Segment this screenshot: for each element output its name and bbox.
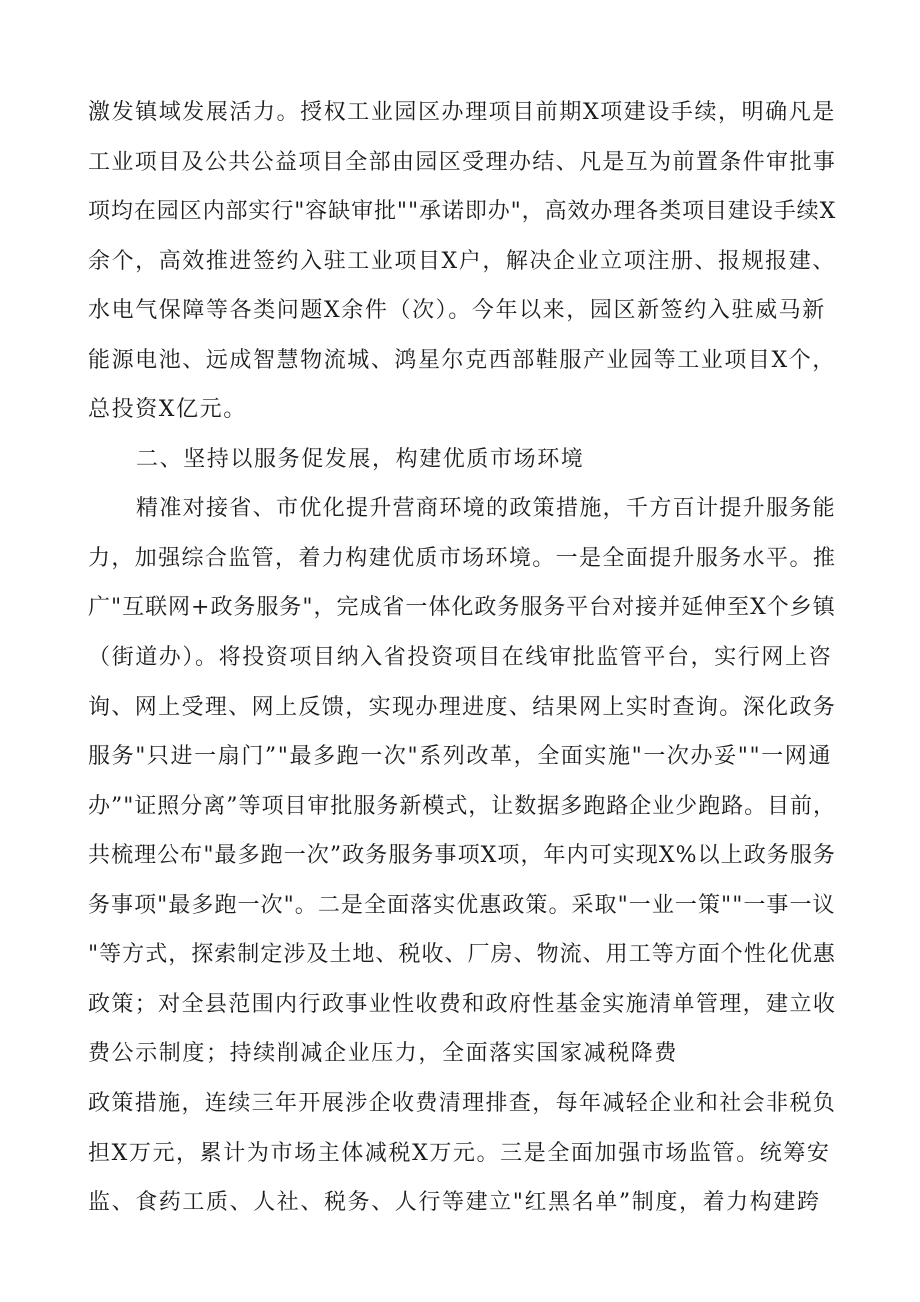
text-line: 广"互联网+政务服务"，完成省一体化政务服务平台对接并延伸至X个乡镇 [88,595,836,620]
text-line: 总投资X亿元。 [88,397,247,422]
text-line: 力，加强综合监管，着力构建优质市场环境。一是全面提升服务水平。推 [88,546,837,571]
text-line: 询、网上受理、网上反馈，实现办理进度、结果网上实时查询。深化政务 [88,695,837,720]
text-line: （街道办）。将投资项目纳入省投资项目在线审批监管平台，实行网上咨 [88,645,833,670]
text-line: 服务"只进一扇门”"最多跑一次"系列改革，全面实施"一次办妥""一网通 [88,744,832,769]
text-line: 激发镇域发展活力。授权工业园区办理项目前期X项建设手续，明确凡是 [88,100,836,125]
text-line: 项均在园区内部实行"容缺审批""承诺即办"，高效办理各类项目建设手续X [88,199,837,224]
text-line: 余个，高效推进签约入驻工业项目X户，解决企业立项注册、报规报建、 [88,249,836,274]
text-line: 精准对接省、市优化提升营商环境的政策措施，千方百计提升服务能 [136,496,837,521]
text-line: 二、坚持以服务促发展，构建优质市场环境 [136,447,585,472]
text-line: 担X万元，累计为市场主体减税X万元。三是全面加强市场监管。统筹安 [88,1141,831,1166]
text-line: 政策措施，连续三年开展涉企收费清理排查，每年减轻企业和社会非税负 [88,1091,837,1116]
text-line: 监、食药工质、人社、税务、人行等建立"红黑名单”制度，着力构建跨 [88,1190,821,1215]
text-line: 务事项"最多跑一次"。二是全面落实优惠政策。采取"一业一策""一事一议 [88,893,836,918]
text-line: 能源电池、远成智慧物流城、鸿星尔克西部鞋服产业园等工业项目X个， [88,348,836,373]
text-line: 水电气保障等各类问题X余件（次）。今年以来，园区新签约入驻威马新 [88,298,826,323]
text-line: 办”"证照分离”等项目审批服务新模式，让数据多跑路企业少跑路。目前， [88,794,837,819]
text-line: 政策；对全县范围内行政事业性收费和政府性基金实施清单管理，建立收 [88,992,837,1017]
text-line: 费公示制度；持续削减企业压力，全面落实国家减税降费 [88,1041,679,1066]
text-line: "等方式，探索制定涉及土地、税收、厂房、物流、用工等方面个性化优惠 [88,942,836,967]
text-line: 共梳理公布"最多跑一次”政务服务事项X项，年内可实现X%以上政务服务 [88,843,836,868]
text-line: 工业项目及公共公益项目全部由园区受理办结、凡是互为前置条件审批事 [88,150,837,175]
